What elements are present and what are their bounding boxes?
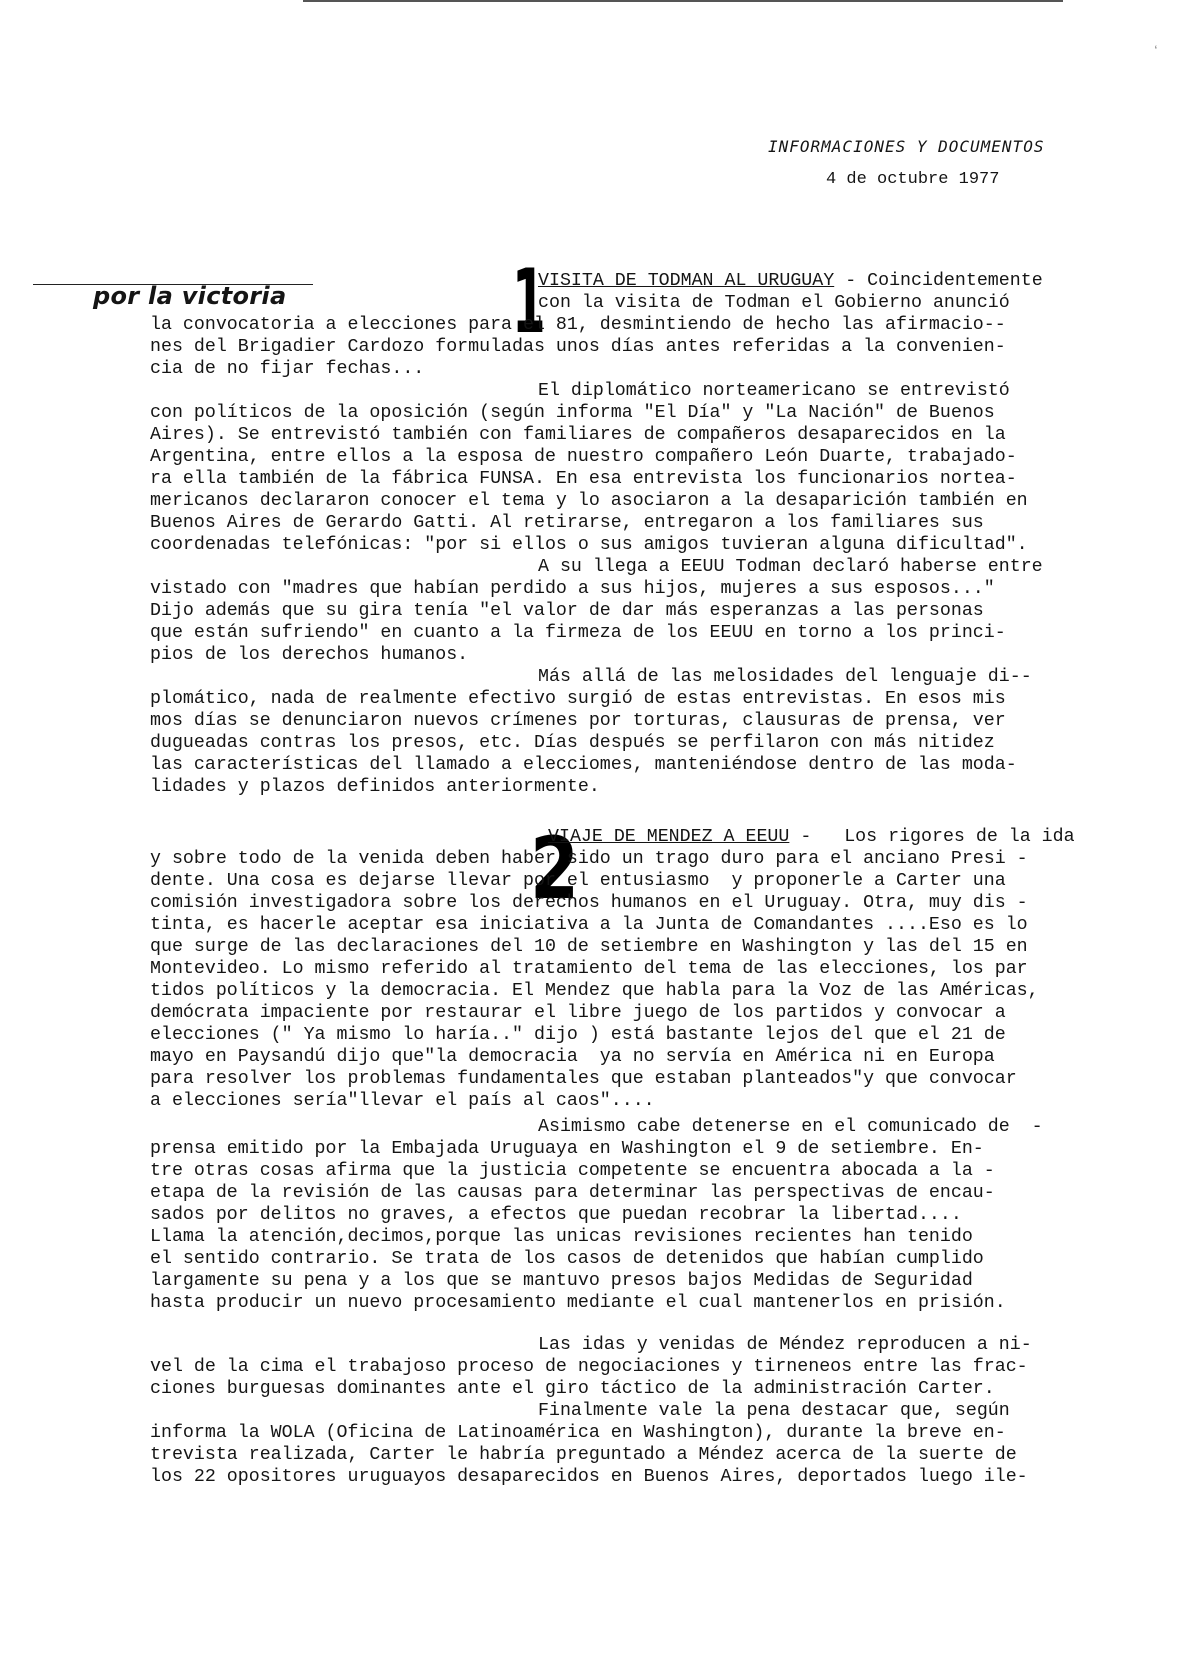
- text-line: demócrata impaciente por restaurar el libre juego de los partidos y convocar a: [150, 1003, 1006, 1023]
- document-header-title: INFORMACIONES Y DOCUMENTOS: [768, 137, 1045, 156]
- text-line: los 22 opositores uruguayos desaparecidos en Buenos Aires, deportados luego ile-: [150, 1467, 1028, 1487]
- text-line: y sobre todo de la venida deben haber sido un trago duro para el anciano Presi -: [150, 849, 1028, 869]
- text-line: a elecciones sería"llevar el país al caos"....: [150, 1091, 655, 1111]
- text-line: nes del Brigadier Cardozo formuladas unos días antes referidas a la convenien-: [150, 337, 1006, 357]
- text-line: Llama la atención,decimos,porque las unicas revisiones recientes han tenido: [150, 1227, 973, 1247]
- text-line: lidades y plazos definidos anteriormente.: [150, 777, 600, 797]
- text-line: dugueadas contras los presos, etc. Días después se perfilaron con más nitidez: [150, 733, 995, 753]
- text-line: sados por delitos no graves, a efectos que puedan recobrar la libertad....: [150, 1205, 962, 1225]
- text-line: Montevideo. Lo mismo referido al tratamiento del tema de las elecciones, los par: [150, 959, 1028, 979]
- text-line: Más allá de las melosidades del lenguaje di--: [538, 667, 1032, 687]
- section-number-1: 1: [512, 250, 546, 353]
- text-line: prensa emitido por la Embajada Uruguaya en Washington el 9 de setiembre. En-: [150, 1139, 984, 1159]
- text-line: pios de los derechos humanos.: [150, 645, 469, 665]
- text-line: que surge de las declaraciones del 10 de setiembre en Washington y las del 15 en: [150, 937, 1028, 957]
- text-line: para resolver los problemas fundamentales que estaban planteados"y que convocar: [150, 1069, 1017, 1089]
- text-line: vel de la cima el trabajoso proceso de negociaciones y tirneneos entre las frac-: [150, 1357, 1028, 1377]
- text-line: A su llega a EEUU Todman declaró haberse entre: [538, 557, 1043, 577]
- corner-mark: ʻ: [1152, 44, 1160, 59]
- text-line: - Coincidentemente: [834, 271, 1043, 291]
- publication-logo: por la victoria: [93, 282, 287, 310]
- text-line: El diplomático norteamericano se entrevistó: [538, 381, 1010, 401]
- text-line: ra ella también de la fábrica FUNSA. En esa entrevista los funcionarios nortea-: [150, 469, 1017, 489]
- text-line: tinta, es hacerle aceptar esa iniciativa a la Junta de Comandantes ....Eso es lo: [150, 915, 1028, 935]
- text-line: con políticos de la oposición (según informa "El Día" y "La Nación" de Buenos: [150, 403, 995, 423]
- text-line: vistado con "madres que habían perdido a sus hijos, mujeres a sus esposos...": [150, 579, 995, 599]
- text-line: dente. Una cosa es dejarse llevar por el entusiasmo y proponerle a Carter una: [150, 871, 1006, 891]
- text-line: Asimismo cabe detenerse en el comunicado de -: [538, 1117, 1043, 1137]
- text-line: hasta producir un nuevo procesamiento mediante el cual mantenerlos en prisión.: [150, 1293, 1006, 1313]
- text-line: con la visita de Todman el Gobierno anunció: [538, 293, 1010, 313]
- text-line: tidos políticos y la democracia. El Mendez que habla para la Voz de las Américas,: [150, 981, 1039, 1001]
- text-line: etapa de la revisión de las causas para determinar las perspectivas de encau-: [150, 1183, 995, 1203]
- text-line: ciones burguesas dominantes ante el giro táctico de la administración Carter.: [150, 1379, 995, 1399]
- text-line: Finalmente vale la pena destacar que, según: [538, 1401, 1010, 1421]
- section-heading-2: VIAJE DE MENDEZ A EEUU: [548, 827, 790, 847]
- text-line: trevista realizada, Carter le habría preguntado a Méndez acerca de la suerte de: [150, 1445, 1017, 1465]
- text-line: - Los rigores de la ida: [789, 827, 1075, 847]
- section-heading-1: VISITA DE TODMAN AL URUGUAY: [538, 271, 835, 291]
- text-line: la convocatoria a elecciones para el 81, desmintiendo de hecho las afirmacio--: [150, 315, 1006, 335]
- section-heading-line: [548, 826, 1075, 848]
- text-line: plomático, nada de realmente efectivo surgió de estas entrevistas. En esos mis: [150, 689, 1006, 709]
- section-number-2: 2: [530, 819, 580, 919]
- text-line: elecciones (" Ya mismo lo haría.." dijo ) está bastante lejos del que el 21 de: [150, 1025, 1006, 1045]
- text-line: Aires). Se entrevistó también con familiares de compañeros desaparecidos en la: [150, 425, 1006, 445]
- text-line: mericanos declararon conocer el tema y lo asociaron a la desaparición también en: [150, 491, 1028, 511]
- document-date: 4 de octubre 1977: [826, 170, 1000, 189]
- text-line: Argentina, entre ellos a la esposa de nuestro compañero León Duarte, trabajado-: [150, 447, 1017, 467]
- text-line: las características del llamado a elecciomes, manteniéndose dentro de las moda-: [150, 755, 1017, 775]
- text-line: coordenadas telefónicas: "por si ellos o sus amigos tuvieran alguna dificultad".: [150, 535, 1028, 555]
- text-line: cia de no fijar fechas...: [150, 359, 425, 379]
- text-line: el sentido contrario. Se trata de los casos de detenidos que habían cumplido: [150, 1249, 984, 1269]
- text-line: Buenos Aires de Gerardo Gatti. Al retirarse, entregaron a los familiares sus: [150, 513, 984, 533]
- section-heading-line: [538, 270, 1043, 292]
- text-line: mayo en Paysandú dijo que"la democracia ya no servía en América ni en Europa: [150, 1047, 995, 1067]
- text-line: largamente su pena y a los que se mantuvo presos bajos Medidas de Seguridad: [150, 1271, 973, 1291]
- top-rule: [303, 0, 1063, 2]
- text-line: comisión investigadora sobre los derechos humanos en el Uruguay. Otra, muy dis -: [150, 893, 1028, 913]
- text-line: informa la WOLA (Oficina de Latinoamérica en Washington), durante la breve en-: [150, 1423, 1006, 1443]
- text-line: Las idas y venidas de Méndez reproducen a ni-: [538, 1335, 1032, 1355]
- text-line: mos días se denunciaron nuevos crímenes por torturas, clausuras de prensa, ver: [150, 711, 1006, 731]
- text-line: Dijo además que su gira tenía "el valor de dar más esperanzas a las personas: [150, 601, 984, 621]
- text-line: tre otras cosas afirma que la justicia competente se encuentra abocada a la -: [150, 1161, 995, 1181]
- text-line: que están sufriendo" en cuanto a la firmeza de los EEUU en torno a los princi-: [150, 623, 1006, 643]
